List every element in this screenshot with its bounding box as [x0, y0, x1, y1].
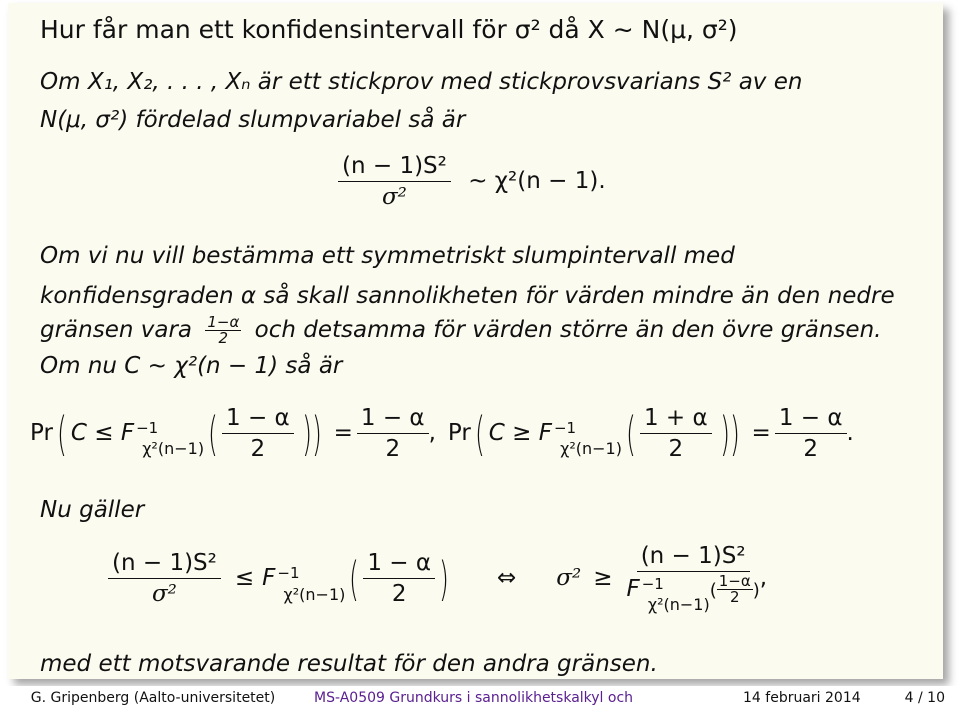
text-fragment: gränsen vara — [40, 317, 193, 343]
fraction-denominator — [626, 572, 759, 614]
fraction-denominator: 2 — [729, 588, 740, 606]
chi-subscript: χ²(n−1) — [647, 595, 710, 615]
fraction-denominator: σ² — [151, 581, 177, 608]
fraction-numerator: (n − 1)S² — [637, 543, 750, 572]
paragraph-line: Om vi nu vill bestämma ett symmetriskt slumpintervall med — [40, 243, 735, 269]
fraction-denominator: 2 — [391, 581, 407, 608]
comma: , — [759, 565, 768, 592]
F-symbol: F — [262, 565, 276, 592]
iff-arrow: ⇔ — [497, 565, 517, 592]
footer-author: G. Gripenberg (Aalto-universitetet) — [0, 686, 306, 710]
paragraph-line: med ett motsvarande resultat för den andra gränsen. — [40, 651, 658, 677]
fraction — [357, 405, 429, 462]
fraction-denominator: 2 — [668, 436, 684, 462]
paren-close: ) — [439, 551, 449, 606]
fraction-numerator: 1 − α — [775, 405, 847, 434]
fraction — [338, 153, 451, 210]
equation-rhs: ∼ χ²(n − 1). — [468, 168, 606, 194]
paragraph-line: N(μ, σ²) fördelad slumpvariabel så är — [40, 107, 466, 133]
fraction-denominator: σ² — [381, 184, 407, 210]
fraction — [222, 405, 294, 462]
fraction-numerator: 1 − α — [357, 405, 429, 434]
fraction — [626, 543, 759, 614]
fraction-numerator: (n − 1)S² — [108, 550, 221, 579]
paragraph-line: Nu gäller — [40, 497, 145, 523]
pr-label: Pr — [447, 420, 471, 446]
fraction-denominator: 2 — [385, 436, 401, 462]
footer-page-number: 4 / 10 — [904, 690, 945, 706]
paren-open: ( — [474, 406, 485, 461]
paragraph-line — [40, 315, 881, 346]
equation-chi-square — [338, 153, 606, 210]
footer-course: MS-A0509 Grundkurs i sannolikhetskalkyl och — [306, 686, 634, 710]
fraction-numerator: 1 − α — [222, 405, 294, 434]
slide-frame — [8, 3, 943, 679]
chi-subscript: χ²(n−1) — [560, 439, 622, 459]
paragraph-line: Om nu C ∼ χ²(n − 1) så är — [40, 353, 343, 379]
inequality-ge: C ≥ F — [488, 420, 552, 446]
pr-label: Pr — [30, 420, 53, 446]
fraction-numerator: (n − 1)S² — [338, 153, 451, 182]
footer-date: 14 februari 2014 — [743, 690, 861, 706]
period: . — [846, 420, 854, 446]
paragraph-line: konfidensgraden α så skall sannolikheten för värden mindre än den nedre — [40, 283, 895, 309]
paren-close: )) — [301, 406, 322, 461]
fraction-numerator: 1 − α — [363, 550, 435, 579]
small-fraction — [205, 315, 241, 346]
equals-sign: = — [751, 420, 771, 446]
chi-subscript: χ²(n−1) — [142, 439, 205, 459]
small-fraction — [717, 574, 753, 605]
paren-close: ) — [752, 580, 760, 601]
paren-open: ( — [208, 406, 218, 461]
ge-sign: ≥ — [593, 565, 613, 592]
inverse-superscript: −1 — [553, 418, 577, 437]
sigma-squared: σ² — [556, 565, 582, 592]
inverse-superscript: −1 — [136, 418, 159, 437]
footer-bar — [0, 686, 959, 710]
fraction-denominator: 2 — [250, 436, 266, 462]
paren-open: ( — [56, 406, 67, 461]
fraction-denominator: 2 — [218, 329, 229, 347]
fraction — [363, 550, 435, 607]
inverse-superscript: −1 — [277, 563, 300, 582]
fraction-numerator: 1−α — [207, 313, 240, 331]
fraction-numerator: 1 + α — [640, 405, 712, 434]
fraction-numerator: 1−α — [718, 572, 751, 590]
text-fragment: och detsamma för värden större än den övre gränsen. — [254, 317, 882, 343]
fraction — [108, 550, 221, 607]
equation-interval — [108, 543, 767, 614]
paren-open: ( — [349, 551, 360, 606]
fraction-denominator: 2 — [803, 436, 818, 462]
paragraph-line: Om X₁, X₂, . . . , Xₙ är ett stickprov med stickprovsvarians S² av en — [40, 69, 803, 95]
F-symbol: F — [626, 576, 640, 602]
slide-title: Hur får man ett konfidensintervall för σ² då X ∼ N(μ, σ²) — [40, 15, 738, 44]
footer-right — [634, 686, 959, 710]
equals-sign: = — [333, 420, 353, 446]
paren-close: )) — [719, 406, 740, 461]
chi-subscript: χ²(n−1) — [283, 584, 346, 604]
fraction — [775, 405, 847, 462]
paren-open: ( — [709, 580, 717, 601]
fraction — [640, 405, 712, 462]
inequality-le: C ≤ F — [70, 420, 135, 446]
paren-open: ( — [626, 406, 636, 461]
le-sign: ≤ — [234, 565, 255, 592]
inverse-superscript: −1 — [641, 574, 664, 593]
equation-probabilities — [30, 405, 854, 462]
comma: , — [428, 420, 436, 446]
